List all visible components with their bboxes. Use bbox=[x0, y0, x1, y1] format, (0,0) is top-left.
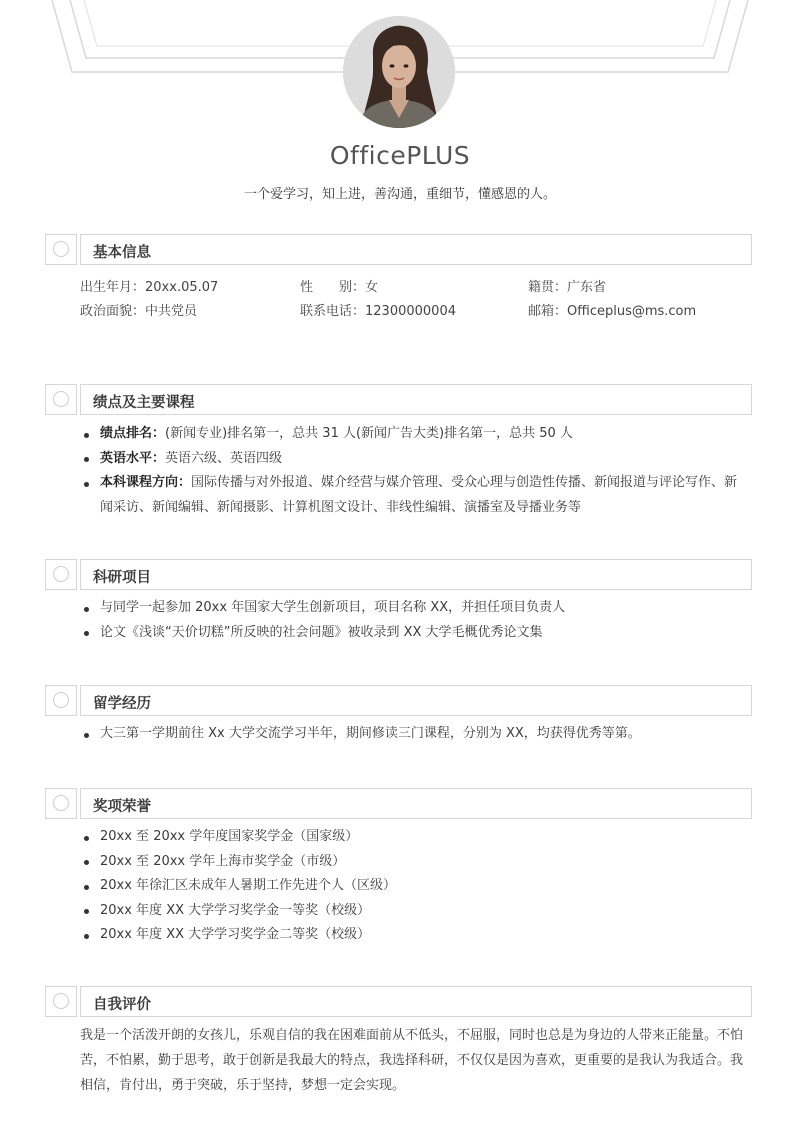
list-item: 本科课程方向：国际传播与对外报道、媒介经营与媒介管理、受众心理与创造性传播、新闻报道与评论写作、新闻采访、新闻编辑、新闻摄影、计算机图文设计、非线性编辑、演播室及导播业务等 bbox=[80, 471, 750, 520]
email-field: 邮箱：Officeplus@ms.com bbox=[528, 304, 697, 319]
list-item: 20xx 至 20xx 学年度国家奖学金（国家级） bbox=[80, 825, 750, 850]
section-title: 自我评价 bbox=[93, 997, 151, 1013]
list-item: 大三第一学期前往 Xx 大学交流学习半年，期间修读三门课程，分别为 XX，均获得优秀等第。 bbox=[80, 722, 750, 747]
gpa-list bbox=[80, 422, 750, 520]
list-item: 与同学一起参加 20xx 年国家大学生创新项目，项目名称 XX，并担任项目负责人 bbox=[80, 596, 750, 621]
candidate-name: OfficePLUS bbox=[329, 141, 471, 170]
section-header-abroad bbox=[45, 685, 752, 716]
list-item: 20xx 至 20xx 学年上海市奖学金（市级） bbox=[80, 850, 750, 875]
section-header-gpa bbox=[45, 384, 752, 415]
portrait-image bbox=[343, 16, 455, 128]
tagline: 一个爱学习，知上进，善沟通，重细节，懂感恩的人。 bbox=[243, 187, 556, 202]
research-list bbox=[80, 596, 750, 645]
phone-field: 联系电话：12300000004 bbox=[300, 304, 456, 319]
political-status-field: 政治面貌：中共党员 bbox=[80, 304, 198, 319]
list-item: 论文《浅谈“天价切糕”所反映的社会问题》被收录到 XX 大学毛概优秀论文集 bbox=[80, 621, 750, 646]
circle-icon bbox=[53, 795, 69, 811]
section-header-basic-info bbox=[45, 234, 752, 265]
list-item: 20xx 年度 XX 大学学习奖学金二等奖（校级） bbox=[80, 923, 750, 948]
gender-field: 性 别：女 bbox=[300, 280, 379, 295]
list-item: 20xx 年度 XX 大学学习奖学金一等奖（校级） bbox=[80, 899, 750, 924]
circle-icon bbox=[53, 391, 69, 407]
circle-icon bbox=[53, 566, 69, 582]
avatar bbox=[343, 16, 455, 128]
hometown-field: 籍贯：广东省 bbox=[528, 280, 607, 295]
section-title: 基本信息 bbox=[93, 245, 151, 261]
section-header-awards bbox=[45, 788, 752, 819]
section-title: 留学经历 bbox=[93, 696, 151, 712]
list-item: 英语水平：英语六级、英语四级 bbox=[80, 447, 750, 472]
circle-icon bbox=[53, 241, 69, 257]
section-title: 奖项荣誉 bbox=[93, 799, 151, 815]
self-evaluation-text: 我是一个活泼开朗的女孩儿，乐观自信的我在困难面前从不低头，不屈服，同时也总是为身边的人带来正能量。不怕苦，不怕累，勤于思考，敢于创新是我最大的特点，我选择科研，不仅仅是因为喜欢，更重要的是我认为我适合。我相信，肯付出，勇于突破，乐于坚持，梦想一定会实现。 bbox=[80, 1028, 744, 1093]
circle-icon bbox=[53, 692, 69, 708]
section-title: 科研项目 bbox=[93, 570, 151, 586]
section-header-research bbox=[45, 559, 752, 590]
list-item: 20xx 年徐汇区未成年人暑期工作先进个人（区级） bbox=[80, 874, 750, 899]
list-item: 绩点排名：(新闻专业)排名第一，总共 31 人(新闻广告大类)排名第一，总共 50 人 bbox=[80, 422, 750, 447]
section-header-self-evaluation bbox=[45, 986, 752, 1017]
birth-date-field: 出生年月：20xx.05.07 bbox=[80, 280, 219, 295]
section-title: 绩点及主要课程 bbox=[93, 395, 195, 411]
abroad-list bbox=[80, 722, 750, 747]
awards-list bbox=[80, 825, 750, 948]
circle-icon bbox=[53, 993, 69, 1009]
